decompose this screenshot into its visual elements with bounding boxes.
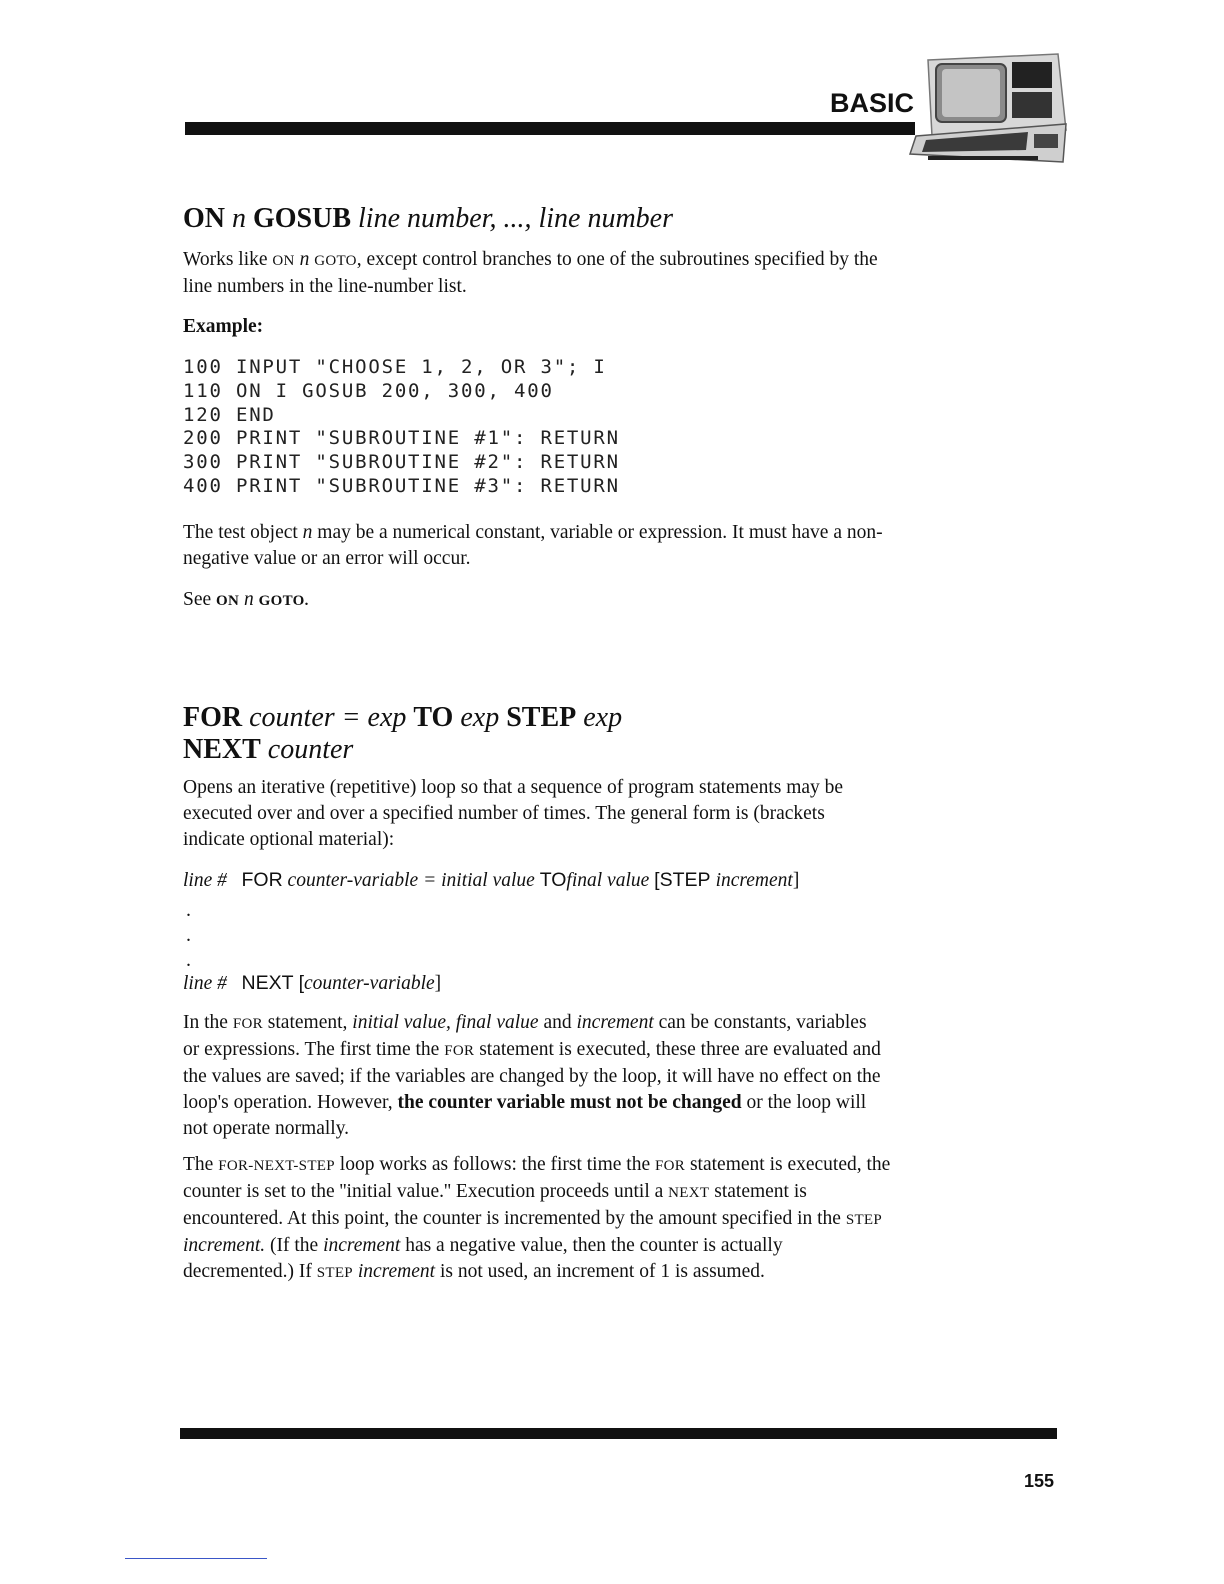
general-form-for: line # FOR counter-variable = initial value TOfinal value [STEP increment] bbox=[183, 869, 800, 891]
code-line: 120 END bbox=[183, 403, 276, 426]
ellipsis-dot: . bbox=[186, 924, 191, 946]
on-gosub-heading: ON n GOSUB line number, ..., line number bbox=[183, 203, 673, 234]
code-line: 300 PRINT "SUBROUTINE #2": RETURN bbox=[183, 451, 620, 474]
header-rule bbox=[185, 122, 915, 135]
footer-rule bbox=[180, 1428, 1057, 1439]
for-next-heading: FOR counter = exp TO exp STEP exp NEXT counter bbox=[183, 702, 623, 765]
page-number: 155 bbox=[1024, 1471, 1055, 1491]
computer-icon bbox=[908, 52, 1073, 172]
on-gosub-description: Works like ON n GOTO, except control branches to one of the subroutines specified by the line numbers in the line-number list. bbox=[183, 249, 878, 297]
code-example bbox=[183, 356, 620, 499]
code-line: 400 PRINT "SUBROUTINE #3": RETURN bbox=[183, 474, 620, 497]
general-form-next: line # NEXT [counter-variable] bbox=[183, 972, 442, 994]
running-header-title: BASIC bbox=[830, 88, 915, 118]
bottom-underline bbox=[125, 1558, 267, 1559]
ellipsis-dot: . bbox=[186, 899, 191, 921]
code-line: 110 ON I GOSUB 200, 300, 400 bbox=[183, 379, 554, 402]
see-also: See ON n GOTO. bbox=[183, 589, 309, 610]
example-label: Example: bbox=[183, 316, 264, 337]
code-line: 200 PRINT "SUBROUTINE #1": RETURN bbox=[183, 427, 620, 450]
for-statement-paragraph: In the FOR statement, initial value, final value and increment can be constants, variables or expressions. The first time the FOR statement is executed, these three are evaluated and the values are saved; if the variables are changed by the loop, it will have no effect on the loop's operation. However, the counter variable must not be changed or the loop will not operate normally. bbox=[183, 1012, 881, 1139]
for-next-description: Opens an iterative (repetitive) loop so that a sequence of program statements may be executed over and over a specified number of times. The general form is (brackets indicate optional material): bbox=[183, 777, 844, 850]
ellipsis-dot: . bbox=[186, 949, 191, 971]
code-line: 100 INPUT "CHOOSE 1, 2, OR 3"; I bbox=[183, 356, 607, 378]
loop-operation-paragraph: The FOR-NEXT-STEP loop works as follows: the first time the FOR statement is executed, the counter is set to the ''initial value.'' Execution proceeds until a NEXT statement is encountered. At this point, the counter is incremented by the amount specified in the STEP increment. (If the increment has a negative value, then the counter is actually decremented.) If STEP increment is not used, an increment of 1 is assumed. bbox=[183, 1154, 891, 1282]
test-object-paragraph: The test object n may be a numerical constant, variable or expression. It must have a non-negative value or an error will occur. bbox=[183, 522, 883, 569]
